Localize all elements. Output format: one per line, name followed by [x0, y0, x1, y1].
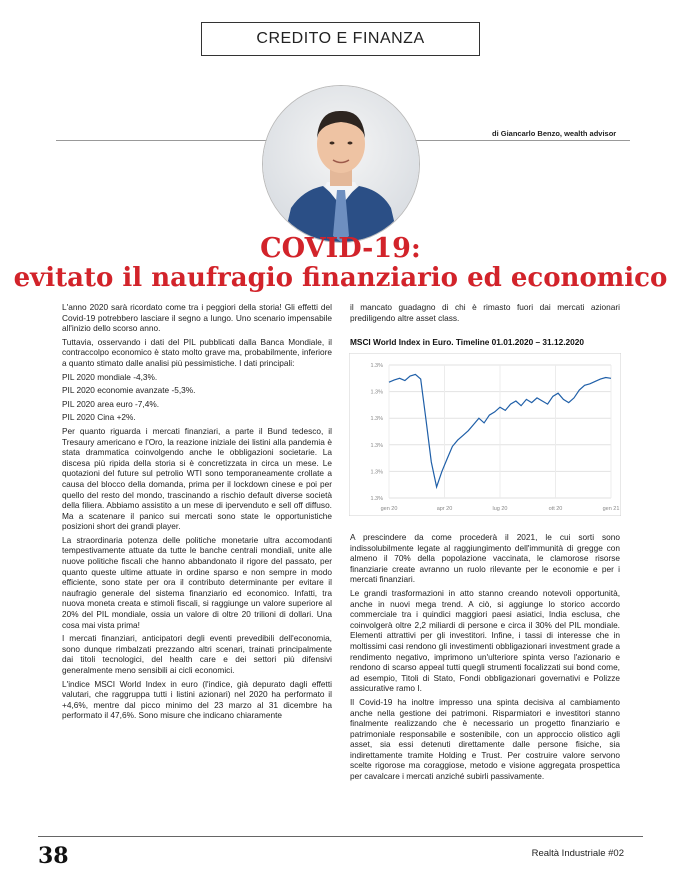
paragraph: Le grandi trasformazioni in atto stanno creando notevoli opportunità, anche in nuovi mega trend. A ciò, si aggiunge lo storico accordo commerciale tra i quindici maggiori paesi asiatici, India esclusa, che coinvolgerà oltre 2,2 miliardi di persone e circa il 30% del PIL mondiale. Elementi attrattivi per gli investitori. Infine, i tassi di interesse che in moltissimi casi rendono gli investimenti obbligazionari investment grade a rendimento negativo, imprimono un'ulteriore spinta verso l'azionario e rendono di scarso appeal tutti quegli strumenti focalizzati sui bond come, ad esempio, Titoli di Stato, Fondi obbligazionari governativi e Polizze assicurative ramo I.	[350, 587, 620, 694]
left-column	[62, 302, 332, 724]
msci-chart	[349, 353, 621, 516]
header-rule-left	[56, 140, 286, 141]
article-title-line1: COVID-19:	[260, 233, 421, 264]
paragraph: L'indice MSCI World Index in euro (l'indice, già depurato dagli effetti valutari, che raggruppa tutti i listini azionari) nel 2020 ha performato il +4,6%, mentre dal picco minimo del 23 marzo al 31 dicembre ha performato il 47,6%. Sono misure che indicano chiaramente	[62, 678, 332, 721]
paragraph: L'anno 2020 sarà ricordato come tra i peggiori della storia! Gli effetti del Covid-19 potrebbero lasciare il segno a lungo. Uno scenario impensabile all'inizio dello scorso anno.	[62, 302, 332, 334]
gdp-item: PIL 2020 Cina +2%.	[62, 412, 136, 423]
gdp-item: PIL 2020 mondiale -4,3%.	[62, 371, 158, 382]
footer-rule	[38, 836, 643, 837]
paragraph: I mercati finanziari, anticipatori degli eventi prevedibili dell'economia, sono dunque rimbalzati prezzando altri scenari, trainati principalmente dai titoli tecnologici, del health care e dei settori più difensivi generalmente meno sensibili ai cicli economici.	[62, 633, 332, 675]
chart-y-tick-label: 1.3%	[370, 416, 383, 423]
magazine-name: Realtà Industriale #02	[531, 848, 624, 859]
header-rule-right	[395, 140, 630, 141]
gdp-item: PIL 2020 area euro -7,4%.	[62, 398, 160, 409]
chart-caption: MSCI World Index in Euro. Timeline 01.01.2020 – 31.12.2020	[350, 337, 584, 347]
chart-y-tick-label: 1.3%	[370, 469, 383, 476]
chart-x-tick-label: apr 20	[436, 506, 453, 512]
article-title-line2: evitato il naufragio finanziario ed economico	[13, 263, 668, 293]
right-column	[350, 532, 620, 785]
author-byline: di Giancarlo Benzo, wealth advisor	[492, 129, 617, 138]
paragraph: Per quanto riguarda i mercati finanziari, a parte il Bund tedesco, il Tresaury americano e l'Oro, la reazione iniziale dei listini alla pandemia è stata drammatica coinvolgendo anche le obbligazioni societarie. La discesa più ripida della storia si è concretizzata in circa un mese. Le quotazioni del future sul petrolio WTI sono temporaneamente crollate a causa del blocco della domanda, prima per il lockdown cinese e poi per quello del resto del mondo, trascinando a rischio default diverse società della filiera. Abbiamo assistito a un mese di ipervenduto e sell off diffuso. Ma a scatenare il panico sui mercati sono state le opportunistiche posizioni short dei grandi player.	[62, 425, 332, 532]
paragraph: Tuttavia, osservando i dati del PIL pubblicati dalla Banca Mondiale, il contraccolpo economico è stato molto grave ma, probabilmente, inferiore a quanto stimato dalle analisi più pessimistiche. I dati principali:	[62, 336, 332, 368]
section-header: CREDITO E FINANZA	[201, 22, 480, 56]
paragraph: La straordinaria potenza delle politiche monetarie ultra accomodanti tempestivamente attuate da tutte le banche centrali mondiali, unite alle nuove politiche fiscali che hanno abbandonato il rigore del passato, per quanto queste ultime attuate in ordine sparso e non sempre in modo efficiente, sono state per ora il contributo determinante per evitare il naufragio generale del sistema finanziario ed economico. Infatti, tra nuova moneta creata e stimoli fiscali, si raggiunge un valore superiore al 20% del PIL mondiale, ossia un valore di oltre 20 trilioni di dollari. Una cosa mai vista prima!	[62, 534, 332, 630]
author-portrait	[262, 85, 420, 243]
chart-y-tick-label: 1.3%	[370, 496, 383, 502]
paragraph: il mancato guadagno di chi è rimasto fuori dai mercati azionari prediligendo altre asset class.	[350, 302, 620, 323]
page-number: 38	[38, 843, 69, 869]
chart-x-tick-label: lug 20	[492, 506, 508, 512]
chart-y-tick-label: 1.3%	[370, 363, 383, 369]
chart-x-tick-label: gen 20	[380, 506, 398, 512]
chart-x-tick-label: gen 21	[602, 506, 620, 512]
chart-x-tick-label: ott 20	[548, 506, 563, 512]
paragraph: Il Covid-19 ha inoltre impresso una spinta decisiva al cambiamento anche nella gestione dei patrimoni. Risparmiatori e investitori stanno finalmente realizzando che è necessario un progetto finanziario e patrimoniale responsabile e sostenibile, con un approccio olistico agli asset, sia essi detenuti direttamente dalle persone fisiche, sia indirettamente tramite Holding e Trust. Per costruire valore servono scelte rigorose ma coraggiose, metodo e visione aggregata prospettica per cavalcare i mercati anziché subirli passivamente.	[350, 696, 620, 782]
paragraph: A prescindere da come procederà il 2021, le cui sorti sono indissolubilmente legate al raggiungimento dell'immunità di gregge con almeno il 70% della popolazione vaccinata, le clamorose risorse finanziarie create avranno un ruolo rilevante per le economie e per i mercati finanziari.	[350, 532, 620, 585]
chart-y-tick-label: 1.3%	[370, 389, 383, 396]
chart-svg	[349, 353, 621, 516]
right-column-top	[350, 302, 620, 326]
gdp-item: PIL 2020 economie avanzate -5,3%.	[62, 385, 196, 396]
chart-y-tick-label: 1.3%	[370, 442, 383, 449]
